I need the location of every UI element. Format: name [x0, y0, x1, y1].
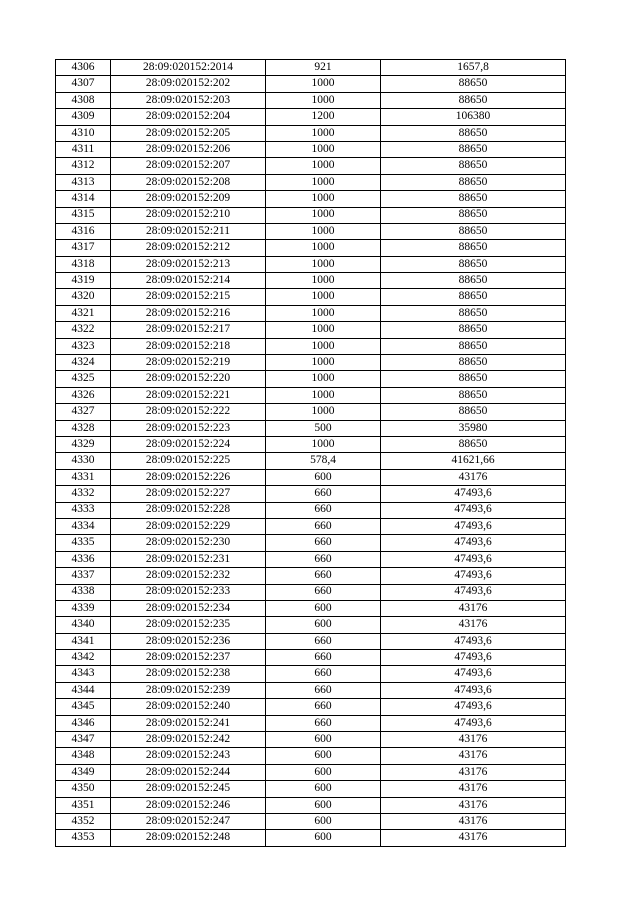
row-number-cell: 4326 [56, 387, 111, 403]
cadastral-number-cell: 28:09:020152:235 [111, 617, 266, 633]
table-row [56, 322, 566, 338]
area-cell: 500 [266, 420, 381, 436]
table-row [56, 273, 566, 289]
value-cell: 47493,6 [381, 715, 566, 731]
value-cell: 47493,6 [381, 535, 566, 551]
value-cell: 88650 [381, 338, 566, 354]
cadastral-number-cell: 28:09:020152:237 [111, 650, 266, 666]
table-row [56, 535, 566, 551]
table-row [56, 125, 566, 141]
area-cell: 1000 [266, 436, 381, 452]
value-cell: 47493,6 [381, 633, 566, 649]
cadastral-number-cell: 28:09:020152:223 [111, 420, 266, 436]
area-cell: 1000 [266, 273, 381, 289]
cadastral-number-cell: 28:09:020152:240 [111, 699, 266, 715]
cadastral-number-cell: 28:09:020152:247 [111, 813, 266, 829]
value-cell: 43176 [381, 748, 566, 764]
row-number-cell: 4332 [56, 486, 111, 502]
row-number-cell: 4322 [56, 322, 111, 338]
row-number-cell: 4327 [56, 404, 111, 420]
value-cell: 88650 [381, 273, 566, 289]
cadastral-number-cell: 28:09:020152:211 [111, 223, 266, 239]
value-cell: 88650 [381, 322, 566, 338]
cadastral-number-cell: 28:09:020152:230 [111, 535, 266, 551]
area-cell: 1000 [266, 387, 381, 403]
area-cell: 1000 [266, 404, 381, 420]
area-cell: 660 [266, 486, 381, 502]
value-cell: 88650 [381, 387, 566, 403]
value-cell: 43176 [381, 617, 566, 633]
row-number-cell: 4320 [56, 289, 111, 305]
cadastral-number-cell: 28:09:020152:206 [111, 141, 266, 157]
value-cell: 47493,6 [381, 699, 566, 715]
area-cell: 600 [266, 764, 381, 780]
table-row [56, 289, 566, 305]
table-row [56, 781, 566, 797]
area-cell: 660 [266, 551, 381, 567]
cadastral-number-cell: 28:09:020152:208 [111, 174, 266, 190]
cadastral-number-cell: 28:09:020152:243 [111, 748, 266, 764]
table-row [56, 223, 566, 239]
value-cell: 88650 [381, 174, 566, 190]
area-cell: 1000 [266, 256, 381, 272]
table-row [56, 813, 566, 829]
area-cell: 600 [266, 600, 381, 616]
area-cell: 1000 [266, 322, 381, 338]
area-cell: 600 [266, 813, 381, 829]
area-cell: 660 [266, 568, 381, 584]
cadastral-number-cell: 28:09:020152:227 [111, 486, 266, 502]
row-number-cell: 4328 [56, 420, 111, 436]
table-row [56, 453, 566, 469]
area-cell: 600 [266, 781, 381, 797]
value-cell: 35980 [381, 420, 566, 436]
area-cell: 660 [266, 699, 381, 715]
area-cell: 600 [266, 617, 381, 633]
area-cell: 600 [266, 732, 381, 748]
area-cell: 660 [266, 535, 381, 551]
cadastral-number-cell: 28:09:020152:229 [111, 518, 266, 534]
value-cell: 47493,6 [381, 666, 566, 682]
table-row [56, 568, 566, 584]
cadastral-number-cell: 28:09:020152:212 [111, 240, 266, 256]
cadastral-number-cell: 28:09:020152:242 [111, 732, 266, 748]
land-plot-table-body [56, 60, 566, 847]
cadastral-number-cell: 28:09:020152:231 [111, 551, 266, 567]
table-row [56, 158, 566, 174]
row-number-cell: 4347 [56, 732, 111, 748]
cadastral-number-cell: 28:09:020152:209 [111, 191, 266, 207]
area-cell: 660 [266, 633, 381, 649]
cadastral-number-cell: 28:09:020152:218 [111, 338, 266, 354]
row-number-cell: 4307 [56, 76, 111, 92]
row-number-cell: 4344 [56, 682, 111, 698]
row-number-cell: 4316 [56, 223, 111, 239]
table-row [56, 732, 566, 748]
value-cell: 43176 [381, 813, 566, 829]
table-row [56, 191, 566, 207]
area-cell: 600 [266, 830, 381, 846]
cadastral-number-cell: 28:09:020152:203 [111, 92, 266, 108]
table-row [56, 420, 566, 436]
value-cell: 88650 [381, 404, 566, 420]
table-row [56, 666, 566, 682]
row-number-cell: 4318 [56, 256, 111, 272]
row-number-cell: 4323 [56, 338, 111, 354]
cadastral-number-cell: 28:09:020152:205 [111, 125, 266, 141]
area-cell: 600 [266, 748, 381, 764]
table-row [56, 715, 566, 731]
value-cell: 88650 [381, 305, 566, 321]
table-row [56, 141, 566, 157]
area-cell: 1000 [266, 92, 381, 108]
table-row [56, 387, 566, 403]
cadastral-number-cell: 28:09:020152:239 [111, 682, 266, 698]
area-cell: 1000 [266, 76, 381, 92]
cadastral-number-cell: 28:09:020152:204 [111, 109, 266, 125]
table-row [56, 60, 566, 76]
row-number-cell: 4352 [56, 813, 111, 829]
row-number-cell: 4330 [56, 453, 111, 469]
area-cell: 1000 [266, 207, 381, 223]
cadastral-number-cell: 28:09:020152:202 [111, 76, 266, 92]
value-cell: 88650 [381, 256, 566, 272]
table-row [56, 518, 566, 534]
value-cell: 88650 [381, 223, 566, 239]
row-number-cell: 4335 [56, 535, 111, 551]
value-cell: 88650 [381, 125, 566, 141]
area-cell: 1000 [266, 371, 381, 387]
row-number-cell: 4349 [56, 764, 111, 780]
value-cell: 47493,6 [381, 650, 566, 666]
row-number-cell: 4340 [56, 617, 111, 633]
area-cell: 1200 [266, 109, 381, 125]
table-row [56, 207, 566, 223]
table-row [56, 355, 566, 371]
cadastral-number-cell: 28:09:020152:244 [111, 764, 266, 780]
area-cell: 600 [266, 797, 381, 813]
area-cell: 660 [266, 682, 381, 698]
cadastral-number-cell: 28:09:020152:216 [111, 305, 266, 321]
value-cell: 88650 [381, 141, 566, 157]
area-cell: 1000 [266, 338, 381, 354]
value-cell: 43176 [381, 797, 566, 813]
cadastral-number-cell: 28:09:020152:210 [111, 207, 266, 223]
cadastral-number-cell: 28:09:020152:213 [111, 256, 266, 272]
row-number-cell: 4351 [56, 797, 111, 813]
cadastral-number-cell: 28:09:020152:248 [111, 830, 266, 846]
value-cell: 47493,6 [381, 502, 566, 518]
area-cell: 578,4 [266, 453, 381, 469]
cadastral-number-cell: 28:09:020152:214 [111, 273, 266, 289]
cadastral-number-cell: 28:09:020152:217 [111, 322, 266, 338]
row-number-cell: 4334 [56, 518, 111, 534]
table-row [56, 764, 566, 780]
value-cell: 88650 [381, 355, 566, 371]
table-row [56, 305, 566, 321]
cadastral-number-cell: 28:09:020152:226 [111, 469, 266, 485]
row-number-cell: 4312 [56, 158, 111, 174]
value-cell: 47493,6 [381, 551, 566, 567]
row-number-cell: 4314 [56, 191, 111, 207]
table-row [56, 256, 566, 272]
row-number-cell: 4315 [56, 207, 111, 223]
area-cell: 1000 [266, 141, 381, 157]
table-row [56, 371, 566, 387]
table-row [56, 830, 566, 846]
table-row [56, 92, 566, 108]
area-cell: 1000 [266, 125, 381, 141]
cadastral-number-cell: 28:09:020152:221 [111, 387, 266, 403]
table-row [56, 404, 566, 420]
cadastral-number-cell: 28:09:020152:219 [111, 355, 266, 371]
row-number-cell: 4331 [56, 469, 111, 485]
cadastral-number-cell: 28:09:020152:224 [111, 436, 266, 452]
row-number-cell: 4348 [56, 748, 111, 764]
row-number-cell: 4337 [56, 568, 111, 584]
cadastral-number-cell: 28:09:020152:236 [111, 633, 266, 649]
value-cell: 106380 [381, 109, 566, 125]
row-number-cell: 4319 [56, 273, 111, 289]
value-cell: 43176 [381, 781, 566, 797]
value-cell: 88650 [381, 158, 566, 174]
row-number-cell: 4341 [56, 633, 111, 649]
value-cell: 1657,8 [381, 60, 566, 76]
table-row [56, 469, 566, 485]
cadastral-number-cell: 28:09:020152:228 [111, 502, 266, 518]
value-cell: 88650 [381, 240, 566, 256]
cadastral-number-cell: 28:09:020152:241 [111, 715, 266, 731]
value-cell: 47493,6 [381, 518, 566, 534]
area-cell: 600 [266, 469, 381, 485]
row-number-cell: 4353 [56, 830, 111, 846]
row-number-cell: 4308 [56, 92, 111, 108]
table-row [56, 797, 566, 813]
row-number-cell: 4350 [56, 781, 111, 797]
table-row [56, 650, 566, 666]
area-cell: 660 [266, 666, 381, 682]
cadastral-number-cell: 28:09:020152:238 [111, 666, 266, 682]
value-cell: 88650 [381, 207, 566, 223]
cadastral-number-cell: 28:09:020152:234 [111, 600, 266, 616]
row-number-cell: 4313 [56, 174, 111, 190]
area-cell: 1000 [266, 240, 381, 256]
table-row [56, 600, 566, 616]
row-number-cell: 4346 [56, 715, 111, 731]
row-number-cell: 4329 [56, 436, 111, 452]
cadastral-number-cell: 28:09:020152:245 [111, 781, 266, 797]
row-number-cell: 4338 [56, 584, 111, 600]
table-row [56, 174, 566, 190]
cadastral-number-cell: 28:09:020152:233 [111, 584, 266, 600]
area-cell: 660 [266, 518, 381, 534]
table-row [56, 502, 566, 518]
value-cell: 88650 [381, 436, 566, 452]
area-cell: 1000 [266, 355, 381, 371]
cadastral-number-cell: 28:09:020152:215 [111, 289, 266, 305]
table-row [56, 682, 566, 698]
row-number-cell: 4339 [56, 600, 111, 616]
value-cell: 47493,6 [381, 486, 566, 502]
value-cell: 88650 [381, 289, 566, 305]
row-number-cell: 4317 [56, 240, 111, 256]
cadastral-number-cell: 28:09:020152:225 [111, 453, 266, 469]
value-cell: 88650 [381, 76, 566, 92]
table-row [56, 617, 566, 633]
cadastral-number-cell: 28:09:020152:207 [111, 158, 266, 174]
cadastral-number-cell: 28:09:020152:220 [111, 371, 266, 387]
table-row [56, 109, 566, 125]
table-row [56, 584, 566, 600]
cadastral-number-cell: 28:09:020152:246 [111, 797, 266, 813]
area-cell: 1000 [266, 191, 381, 207]
row-number-cell: 4309 [56, 109, 111, 125]
table-row [56, 699, 566, 715]
table-row [56, 240, 566, 256]
area-cell: 660 [266, 715, 381, 731]
value-cell: 43176 [381, 732, 566, 748]
area-cell: 1000 [266, 289, 381, 305]
row-number-cell: 4325 [56, 371, 111, 387]
row-number-cell: 4310 [56, 125, 111, 141]
area-cell: 1000 [266, 305, 381, 321]
value-cell: 88650 [381, 371, 566, 387]
row-number-cell: 4333 [56, 502, 111, 518]
value-cell: 41621,66 [381, 453, 566, 469]
value-cell: 88650 [381, 191, 566, 207]
area-cell: 660 [266, 650, 381, 666]
area-cell: 1000 [266, 174, 381, 190]
row-number-cell: 4324 [56, 355, 111, 371]
row-number-cell: 4306 [56, 60, 111, 76]
row-number-cell: 4311 [56, 141, 111, 157]
value-cell: 47493,6 [381, 584, 566, 600]
value-cell: 47493,6 [381, 682, 566, 698]
area-cell: 1000 [266, 158, 381, 174]
value-cell: 43176 [381, 764, 566, 780]
cadastral-number-cell: 28:09:020152:2014 [111, 60, 266, 76]
table-row [56, 436, 566, 452]
row-number-cell: 4345 [56, 699, 111, 715]
area-cell: 660 [266, 584, 381, 600]
table-row [56, 76, 566, 92]
value-cell: 43176 [381, 830, 566, 846]
land-plot-table [55, 59, 566, 847]
row-number-cell: 4336 [56, 551, 111, 567]
value-cell: 88650 [381, 92, 566, 108]
table-row [56, 486, 566, 502]
cadastral-number-cell: 28:09:020152:222 [111, 404, 266, 420]
row-number-cell: 4343 [56, 666, 111, 682]
value-cell: 47493,6 [381, 568, 566, 584]
area-cell: 921 [266, 60, 381, 76]
table-row [56, 338, 566, 354]
table-row [56, 633, 566, 649]
cadastral-number-cell: 28:09:020152:232 [111, 568, 266, 584]
area-cell: 660 [266, 502, 381, 518]
row-number-cell: 4321 [56, 305, 111, 321]
value-cell: 43176 [381, 600, 566, 616]
table-row [56, 551, 566, 567]
area-cell: 1000 [266, 223, 381, 239]
row-number-cell: 4342 [56, 650, 111, 666]
value-cell: 43176 [381, 469, 566, 485]
table-row [56, 748, 566, 764]
